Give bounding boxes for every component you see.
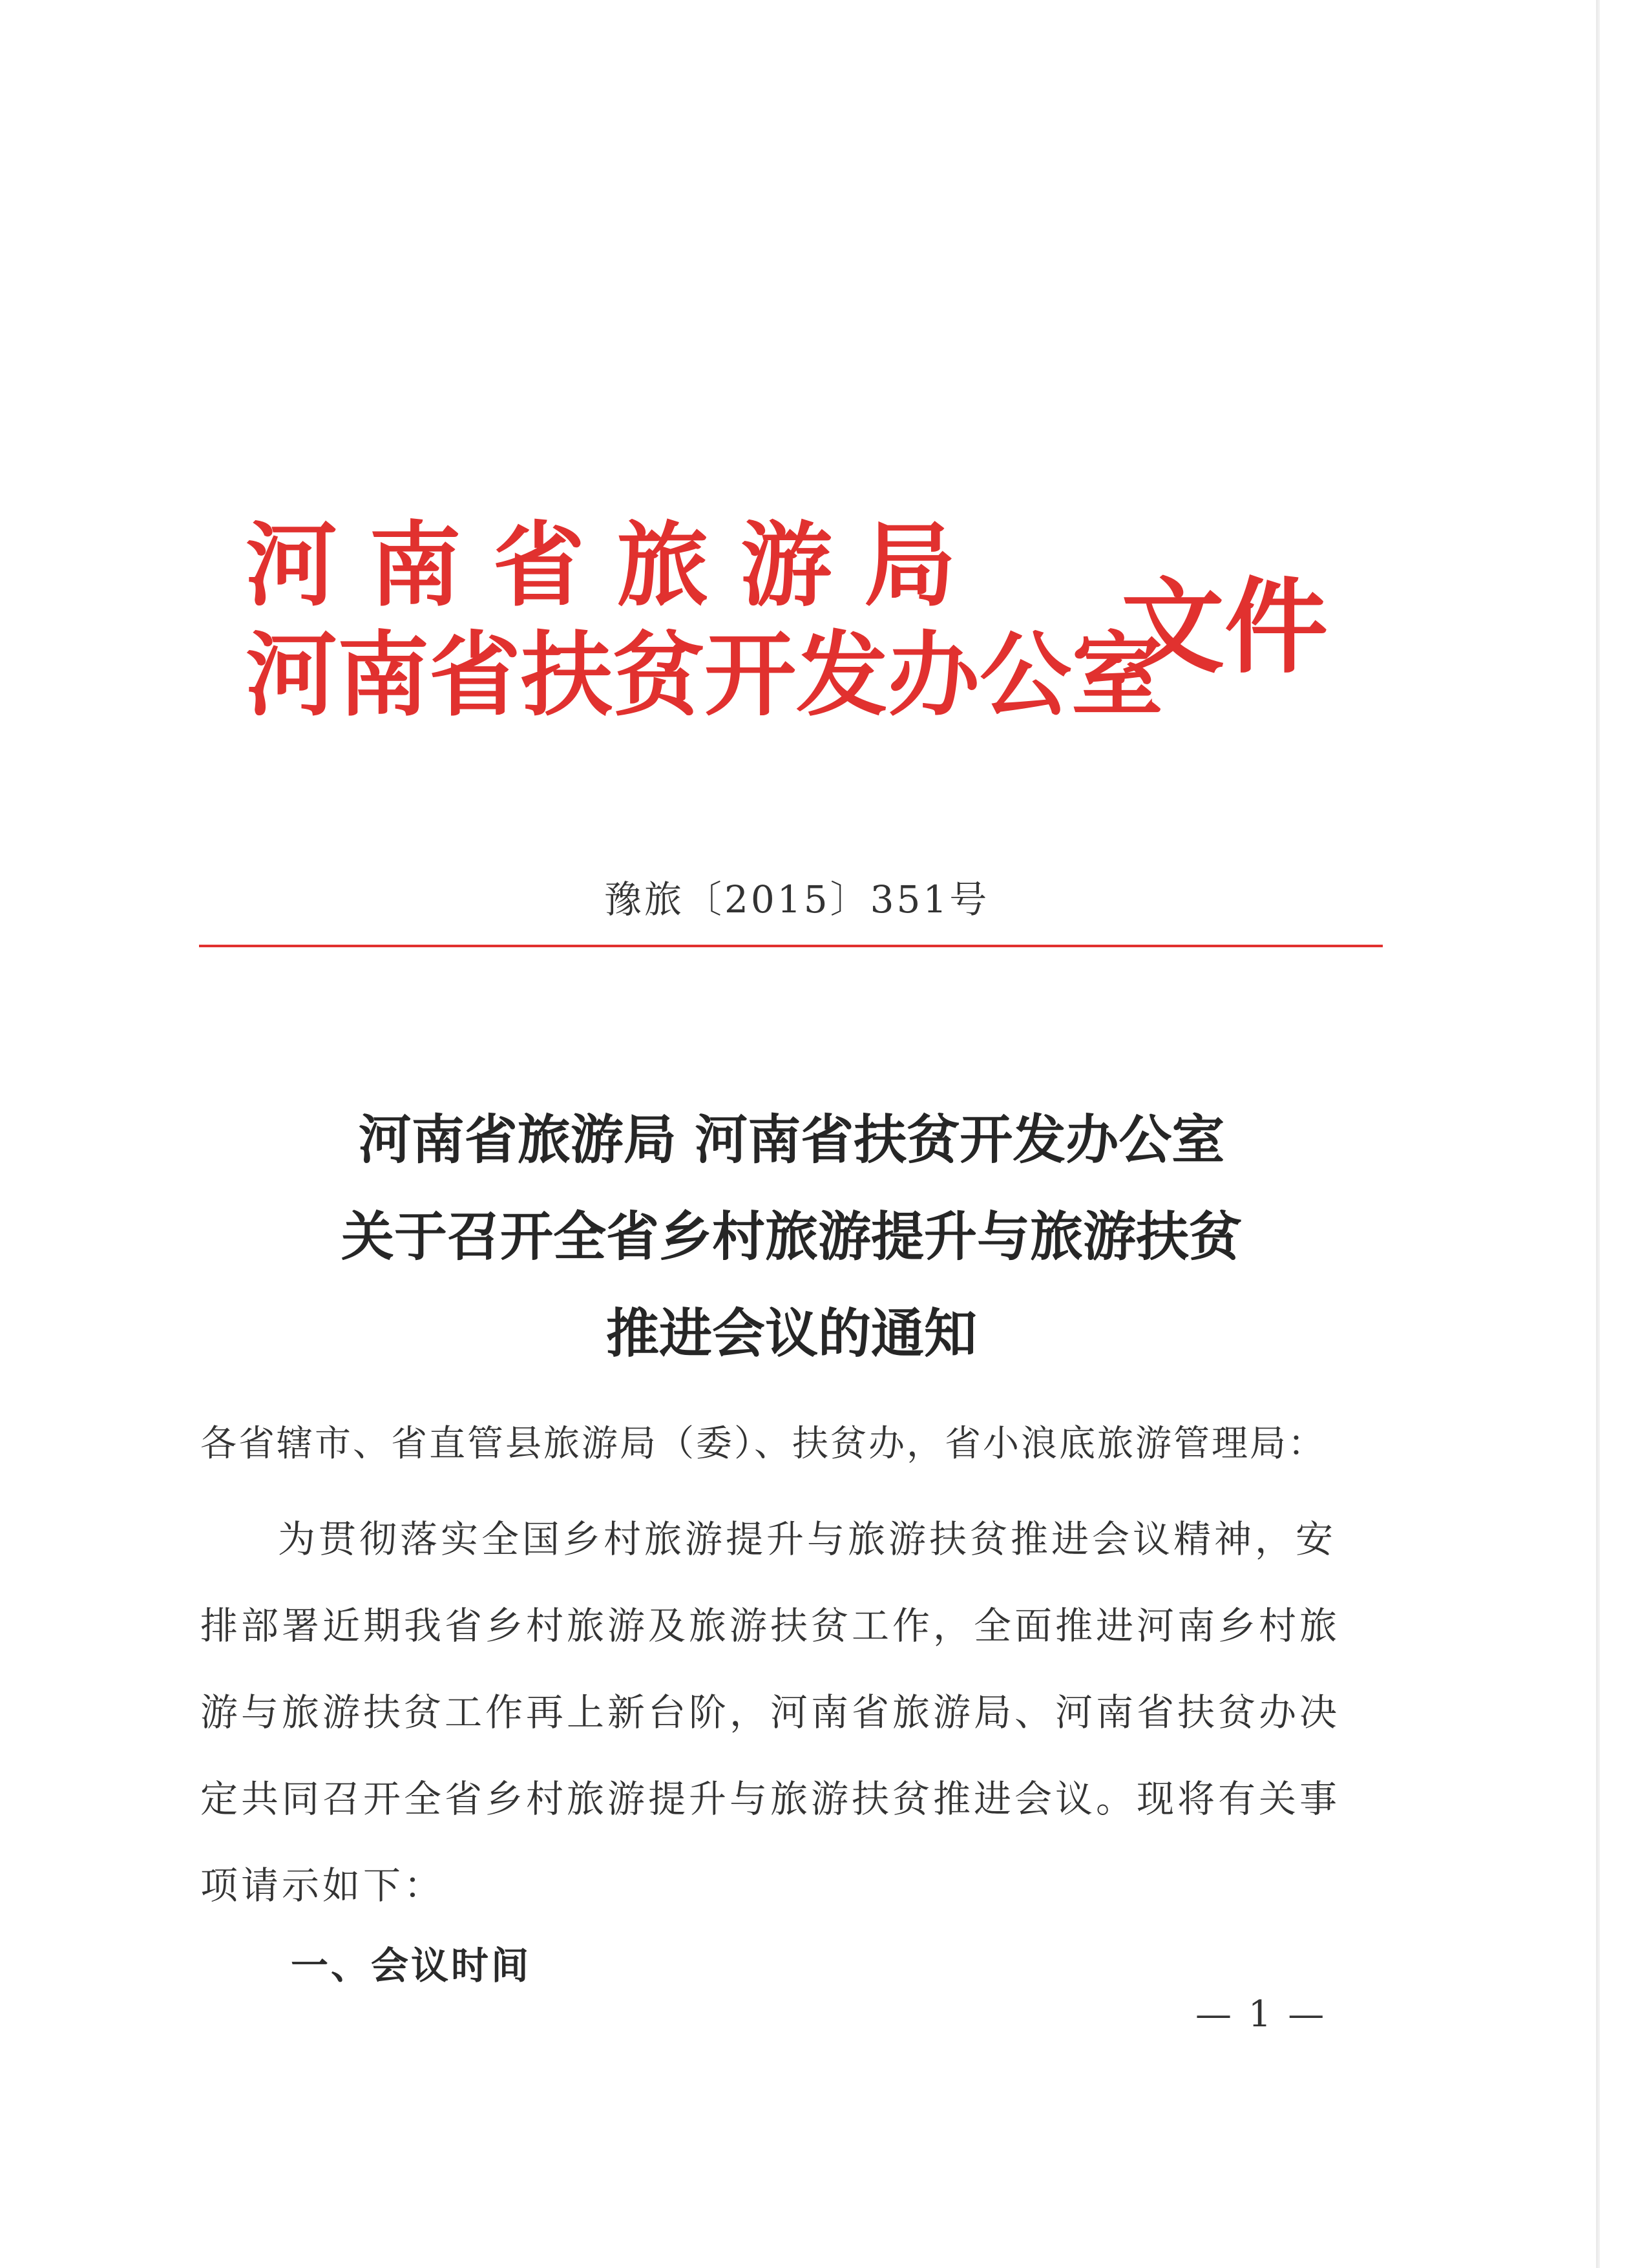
body-line: 项请示如下： — [200, 1864, 445, 1907]
issuer-line-poverty-office: 河南省扶贫开发办公室 — [246, 622, 1163, 729]
page-number: — 1 — — [1195, 1993, 1327, 2035]
letterhead-doc-type: 文件 — [1121, 566, 1329, 688]
title-line: 关于召开全省乡村旅游提升与旅游扶贫 — [341, 1206, 1242, 1268]
letterhead-issuers — [246, 510, 1163, 730]
title-line: 推进会议的通知 — [605, 1303, 977, 1365]
issuer-line-tourism-bureau: 河 南 省 旅 游 局 — [246, 512, 956, 619]
document-number: 豫旅〔2015〕351号 — [604, 877, 990, 921]
document-title — [194, 1092, 1389, 1383]
section-heading: 一、会议时间 — [291, 1944, 532, 1988]
red-divider-line — [199, 945, 1383, 947]
body-line: 为贯彻落实全国乡村旅游提升与旅游扶贫推进会议精神，安 — [278, 1517, 1337, 1561]
body-line: 排部署近期我省乡村旅游及旅游扶贫工作，全面推进河南乡村旅 — [200, 1604, 1341, 1648]
body-line: 定共同召开全省乡村旅游提升与旅游扶贫推进会议。现将有关事 — [200, 1777, 1341, 1821]
salutation: 各省辖市、省直管县旅游局（委）、扶贫办，省小浪底旅游管理局： — [200, 1423, 1326, 1465]
title-line: 河南省旅游局 河南省扶贫开发办公室 — [358, 1109, 1225, 1171]
paper-edge — [1596, 0, 1600, 2268]
body-paragraph — [200, 1496, 1383, 1929]
body-line: 游与旅游扶贫工作再上新台阶，河南省旅游局、河南省扶贫办决 — [200, 1690, 1341, 1734]
